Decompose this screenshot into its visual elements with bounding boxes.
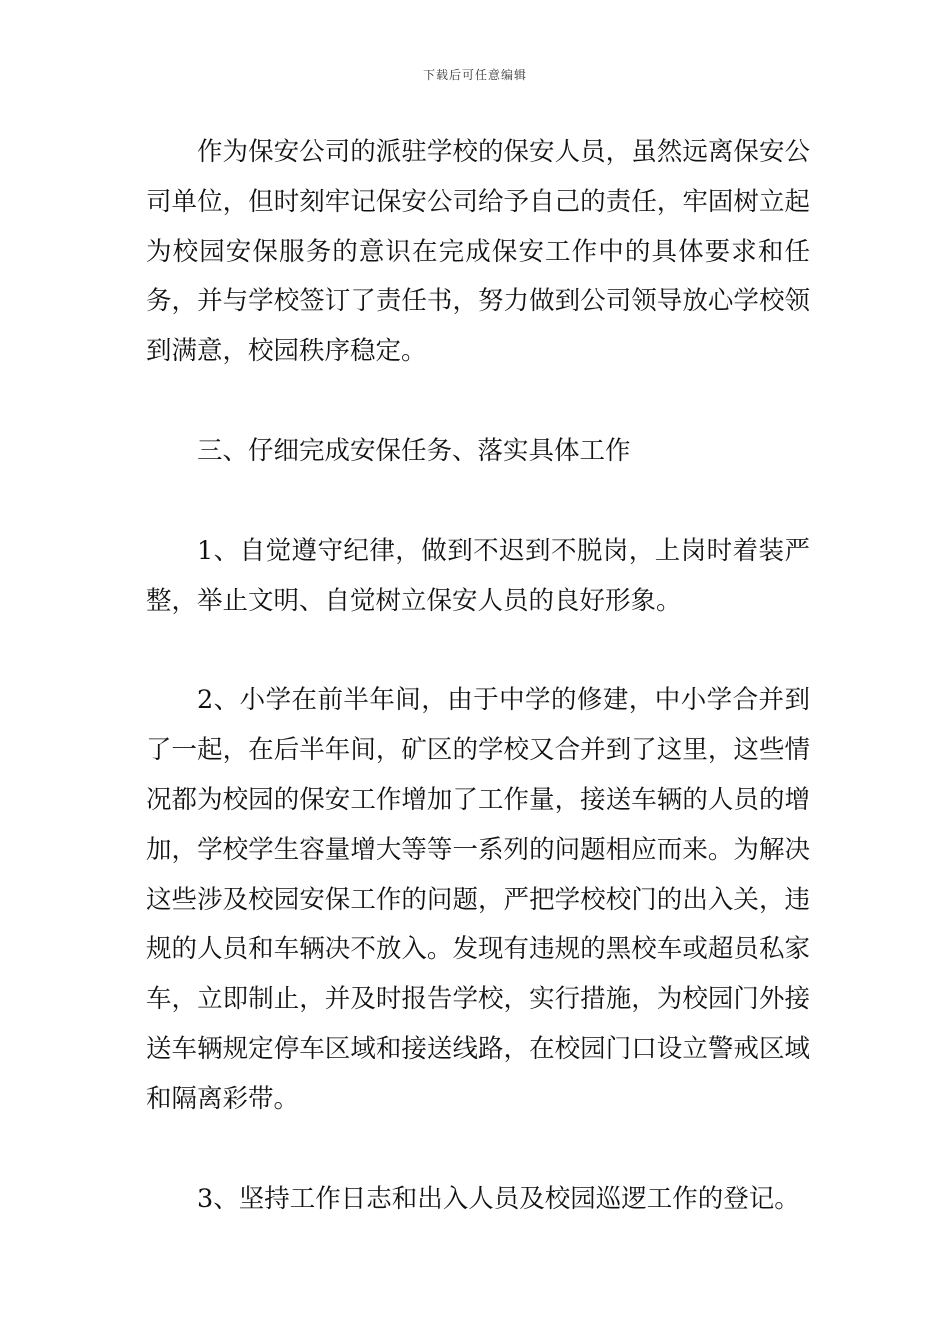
paragraph-spacer bbox=[146, 377, 810, 427]
document-body bbox=[146, 128, 810, 1224]
section-heading: 三、仔细完成安保任务、落实具体工作 bbox=[197, 435, 631, 466]
list-item-3: 3、坚持工作日志和出入人员及校园巡逻工作的登记。 bbox=[197, 1183, 800, 1214]
list-item-2: 2、小学在前半年间，由于中学的修建，中小学合并到了一起，在后半年间，矿区的学校又合并到了这里，这些情况都为校园的保安工作增加了工作量，接送车辆的人员的增加，学校学生容量增大等等一系列的问题相应而来。为解决这些涉及校园安保工作的问题，严把学校校门的出入关，违规的人员和车辆决不放入。发现有违规的黑校车或超员私家车，立即制止，并及时报告学校，实行措施，为校园门外接送车辆规定停车区域和接送线路，在校园门口设立警戒区域和隔离彩带。 bbox=[146, 685, 810, 1114]
paragraph-intro: 作为保安公司的派驻学校的保安人员，虽然远离保安公司单位，但时刻牢记保安公司给予自己的责任，牢固树立起为校园安保服务的意识在完成保安工作中的具体要求和任务，并与学校签订了责任书，努力做到公司领导放心学校领到满意，校园秩序稳定。 bbox=[146, 137, 810, 367]
paragraph-spacer bbox=[146, 477, 810, 527]
paragraph-spacer bbox=[146, 1125, 810, 1175]
paragraph-spacer bbox=[146, 626, 810, 676]
list-item-1: 1、自觉遵守纪律，做到不迟到不脱岗，上岗时着装严整，举止文明、自觉树立保安人员的良好形象。 bbox=[146, 535, 810, 616]
page-header-note: 下载后可任意编辑 bbox=[422, 68, 527, 82]
